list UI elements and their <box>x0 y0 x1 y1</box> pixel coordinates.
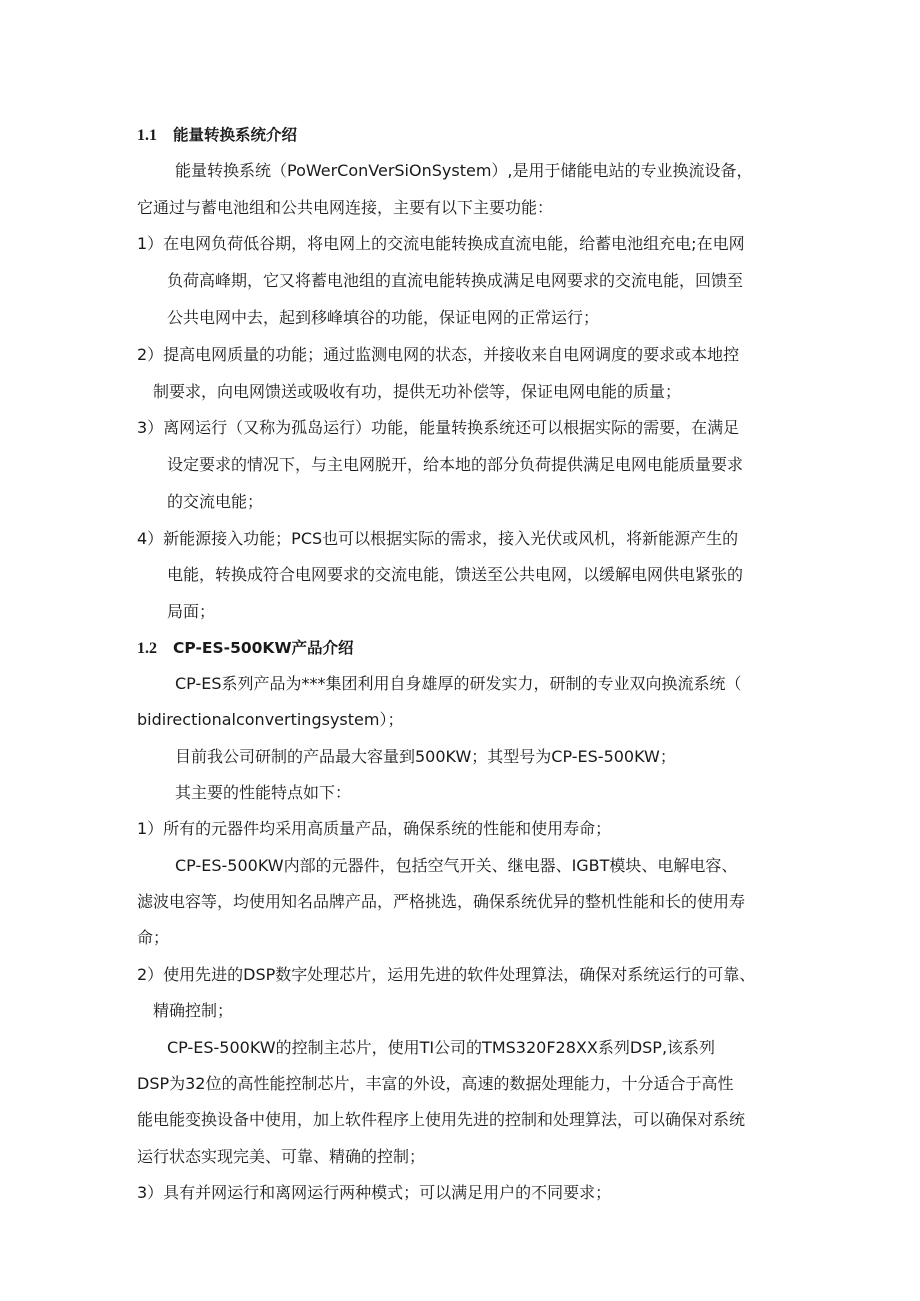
list-item-line: 制要求，向电网馈送或吸收有功，提供无功补偿等，保证电网电能的质量； <box>153 382 682 401</box>
list-item-line: 电能，转换成符合电网要求的交流电能，馈送至公共电网，以缓解电网供电紧张的 <box>167 565 744 584</box>
paragraph-line: DSP为32位的高性能控制芯片，丰富的外设，高速的数据处理能力，十分适合于高性 <box>137 1074 734 1093</box>
paragraph-line: CP-ES-500KW内部的元器件，包括空气开关、继电器、IGBT模块、电解电容、 <box>175 856 738 875</box>
paragraph-line: CP-ES系列产品为***集团利用自身雄厚的研发实力，研制的专业双向换流系统（ <box>175 674 742 693</box>
list-item-line: 设定要求的情况下，与主电网脱开，给本地的部分负荷提供满足电网电能质量要求 <box>167 455 744 474</box>
list-item-line: 负荷高峰期，它又将蓄电池组的直流电能转换成满足电网要求的交流电能，回馈至 <box>167 271 744 290</box>
section-title: CP-ES-500KW产品介绍 <box>173 639 354 657</box>
section-heading-1-2 <box>137 637 354 660</box>
paragraph-line: bidirectionalconvertingsystem）； <box>137 710 404 729</box>
paragraph-line: 命； <box>137 928 170 947</box>
list-item-line: 4）新能源接入功能；PCS也可以根据实际的需求，接入光伏或风机，将新能源产生的 <box>137 529 739 548</box>
list-item-line: 1）所有的元器件均采用高质量产品，确保系统的性能和使用寿命； <box>137 819 612 838</box>
list-item-line: 2）提高电网质量的功能；通过监测电网的状态，并接收来自电网调度的要求或本地控 <box>137 345 740 364</box>
list-item-line: 精确控制； <box>153 1001 234 1020</box>
paragraph-line: 目前我公司研制的产品最大容量到500KW；其型号为CP-ES-500KW； <box>175 747 676 766</box>
paragraph-line: 滤波电容等，均使用知名品牌产品，严格挑选，确保系统优异的整机性能和长的使用寿 <box>137 892 746 911</box>
list-item-line: 3）具有并网运行和离网运行两种模式；可以满足用户的不同要求； <box>137 1183 612 1202</box>
paragraph-line: 它通过与蓄电池组和公共电网连接，主要有以下主要功能： <box>137 198 554 217</box>
section-number: 1.1 <box>137 127 157 144</box>
list-item-line: 3）离网运行（又称为孤岛运行）功能，能量转换系统还可以根据实际的需要，在满足 <box>137 418 740 437</box>
paragraph-line: 其主要的性能特点如下： <box>175 783 352 802</box>
section-title: 能量转换系统介绍 <box>173 126 298 144</box>
paragraph-line: 运行状态实现完美、可靠、精确的控制； <box>137 1147 426 1166</box>
section-number: 1.2 <box>137 640 157 657</box>
list-item-line: 1）在电网负荷低谷期，将电网上的交流电能转换成直流电能，给蓄电池组充电;在电网 <box>137 234 745 253</box>
list-item-line: 局面； <box>167 602 216 621</box>
list-item-line: 的交流电能； <box>167 492 264 511</box>
paragraph-line: CP-ES-500KW的控制主芯片，使用TI公司的TMS320F28XX系列DSP,该系列 <box>167 1038 716 1057</box>
section-heading-1-1 <box>137 124 297 147</box>
paragraph-line: 能电能变换设备中使用，加上软件程序上使用先进的控制和处理算法，可以确保对系统 <box>137 1110 746 1129</box>
list-item-line: 公共电网中去，起到移峰填谷的功能，保证电网的正常运行； <box>167 308 600 327</box>
list-item-line: 2）使用先进的DSP数字处理芯片，运用先进的软件处理算法，确保对系统运行的可靠、 <box>137 965 756 984</box>
paragraph-line: 能量转换系统（PoWerConVerSiOnSystem）,是用于储能电站的专业换流设备， <box>175 161 753 180</box>
